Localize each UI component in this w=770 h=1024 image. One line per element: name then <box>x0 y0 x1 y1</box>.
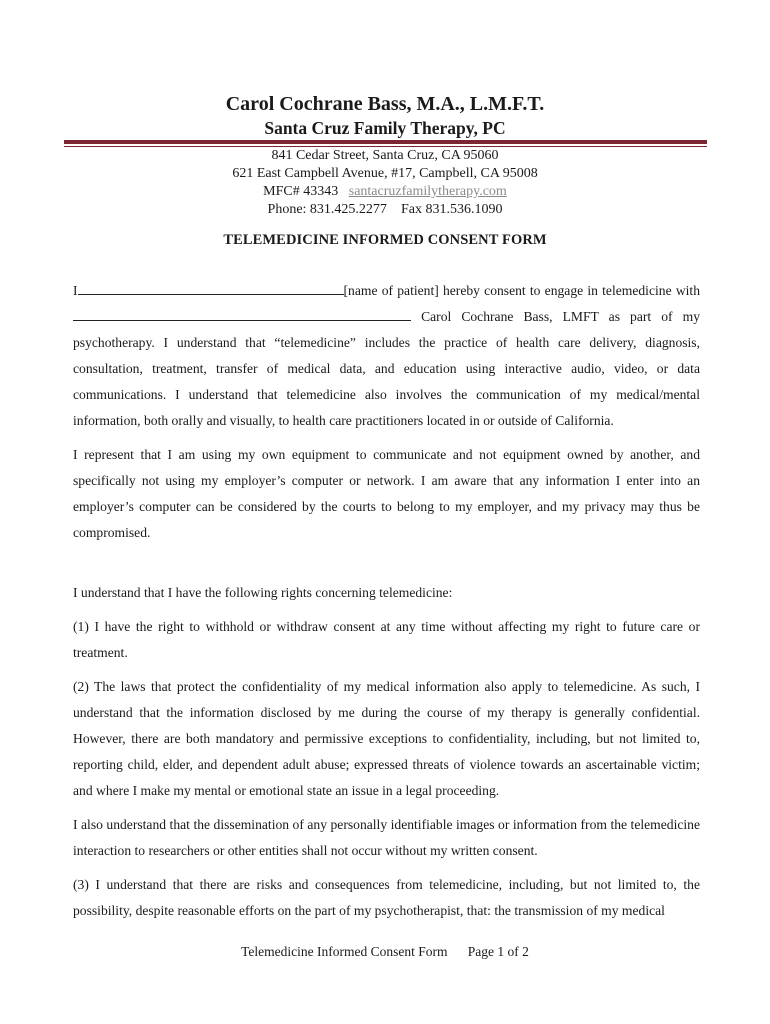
consent-after-with: Carol Cochrane Bass, LMFT as part of my psychotherapy. I understand that “telemedicine” includes the practice of health care delivery, diagnosis, consultation, treatment, transfer of medical data, and education using interactive audio, video, or data communications. I understand that telemedicine also involves the communication of my medical/mental information, both orally and visually, to health care practitioners located in or outside of California. <box>73 309 700 428</box>
footer-form-name: Telemedicine Informed Consent Form <box>241 944 448 959</box>
consent-with-prefix: with <box>675 283 700 298</box>
practice-name: Santa Cruz Family Therapy, PC <box>264 118 506 138</box>
page-footer <box>0 944 770 960</box>
dissemination-paragraph: I also understand that the dissemination of any personally identifiable images or information from the telemedicine interaction to researchers or other entities shall not occur without my written consent. <box>73 817 700 858</box>
header-rule-thick <box>64 140 707 144</box>
patient-name-field[interactable] <box>78 280 344 295</box>
form-title: TELEMEDICINE INFORMED CONSENT FORM <box>223 232 547 248</box>
website-link[interactable]: santacruzfamilytherapy.com <box>348 184 507 199</box>
therapist-field[interactable] <box>73 306 411 321</box>
therapist-name: Carol Cochrane Bass, M.A., L.M.F.T. <box>225 93 545 115</box>
mfc-number: MFC# 43343 <box>263 184 339 199</box>
address-line-1: 841 Cedar Street, Santa Cruz, CA 95060 <box>271 148 499 163</box>
footer-page-number: Page 1 of 2 <box>467 944 529 959</box>
consent-prefix: I <box>73 283 78 298</box>
form-body <box>73 278 700 932</box>
right-1-paragraph: (1) I have the right to withhold or withdraw consent at any time without affecting my right to future care or treatment. <box>73 619 700 660</box>
phone-fax-line <box>0 201 770 219</box>
phone-number: Phone: 831.425.2277 <box>267 202 387 217</box>
fax-number: Fax 831.536.1090 <box>400 202 503 217</box>
rights-intro: I understand that I have the following rights concerning telemedicine: <box>73 585 453 600</box>
consent-after-name: [name of patient] hereby consent to engage in telemedicine <box>343 283 672 298</box>
equipment-paragraph: I represent that I am using my own equipment to communicate and not equipment owned by another, and specifically not using my employer’s computer or network. I am aware that any information I enter into an employer’s computer can be considered by the courts to belong to my employer, and my privacy may thus be compromised. <box>73 447 700 540</box>
consent-paragraph <box>73 278 700 434</box>
license-website-line <box>0 183 770 201</box>
right-2-paragraph: (2) The laws that protect the confidentiality of my medical information also apply to telemedicine. As such, I understand that the information disclosed by me during the course of my therapy is generally confidential. However, there are both mandatory and permissive exceptions to confidentiality, including, but not limited to, reporting child, elder, and dependent adult abuse; expressed threats of violence towards an ascertainable victim; and where I make my mental or emotional state an issue in a legal proceeding. <box>73 679 700 798</box>
address-line-2: 621 East Campbell Avenue, #17, Campbell, CA 95008 <box>232 166 538 181</box>
right-3-paragraph: (3) I understand that there are risks and consequences from telemedicine, including, but not limited to, the possibility, despite reasonable efforts on the part of my psychotherapist, that: the transmission of my medical <box>73 877 700 918</box>
